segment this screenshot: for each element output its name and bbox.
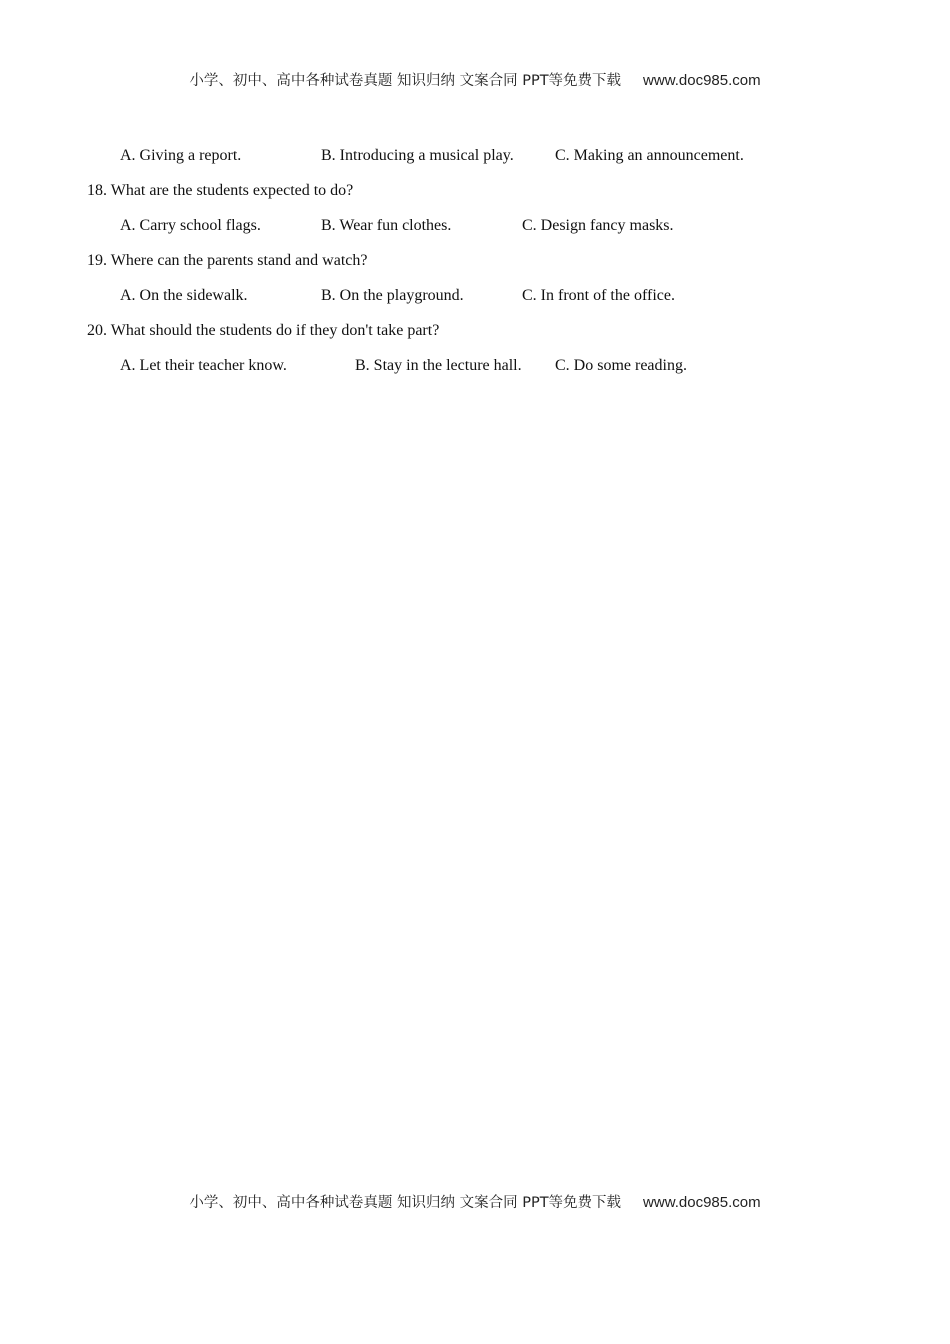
footer-banner <box>0 1191 950 1212</box>
footer-text: 小学、初中、高中各种试卷真题 知识归纳 文案合同 PPT等免费下载 <box>189 1195 622 1211</box>
header-banner <box>0 69 950 90</box>
option-b: B. Stay in the lecture hall. <box>355 357 522 374</box>
option-c: C. Making an announcement. <box>555 147 744 164</box>
option-c: C. Do some reading. <box>555 357 687 374</box>
option-a: A. On the sidewalk. <box>120 287 248 304</box>
question-20-stem: 20. What should the students do if they don't take part? <box>87 322 440 339</box>
options-row-q20 <box>0 356 950 376</box>
options-row-q18 <box>0 216 950 236</box>
option-a: A. Giving a report. <box>120 147 242 164</box>
options-row-q17 <box>0 146 950 166</box>
option-c: C. Design fancy masks. <box>522 217 674 234</box>
question-19-stem: 19. Where can the parents stand and watch? <box>87 252 368 269</box>
header-text: 小学、初中、高中各种试卷真题 知识归纳 文案合同 PPT等免费下载 <box>189 73 622 89</box>
option-b: B. Introducing a musical play. <box>321 147 514 164</box>
question-18-stem: 18. What are the students expected to do? <box>87 182 354 199</box>
option-c: C. In front of the office. <box>522 287 675 304</box>
footer-site-link[interactable]: www.doc985.com <box>643 1194 761 1211</box>
options-row-q19 <box>0 286 950 306</box>
option-a: A. Carry school flags. <box>120 217 261 234</box>
option-b: B. Wear fun clothes. <box>321 217 452 234</box>
option-a: A. Let their teacher know. <box>120 357 287 374</box>
option-b: B. On the playground. <box>321 287 464 304</box>
header-site-link[interactable]: www.doc985.com <box>643 72 761 89</box>
